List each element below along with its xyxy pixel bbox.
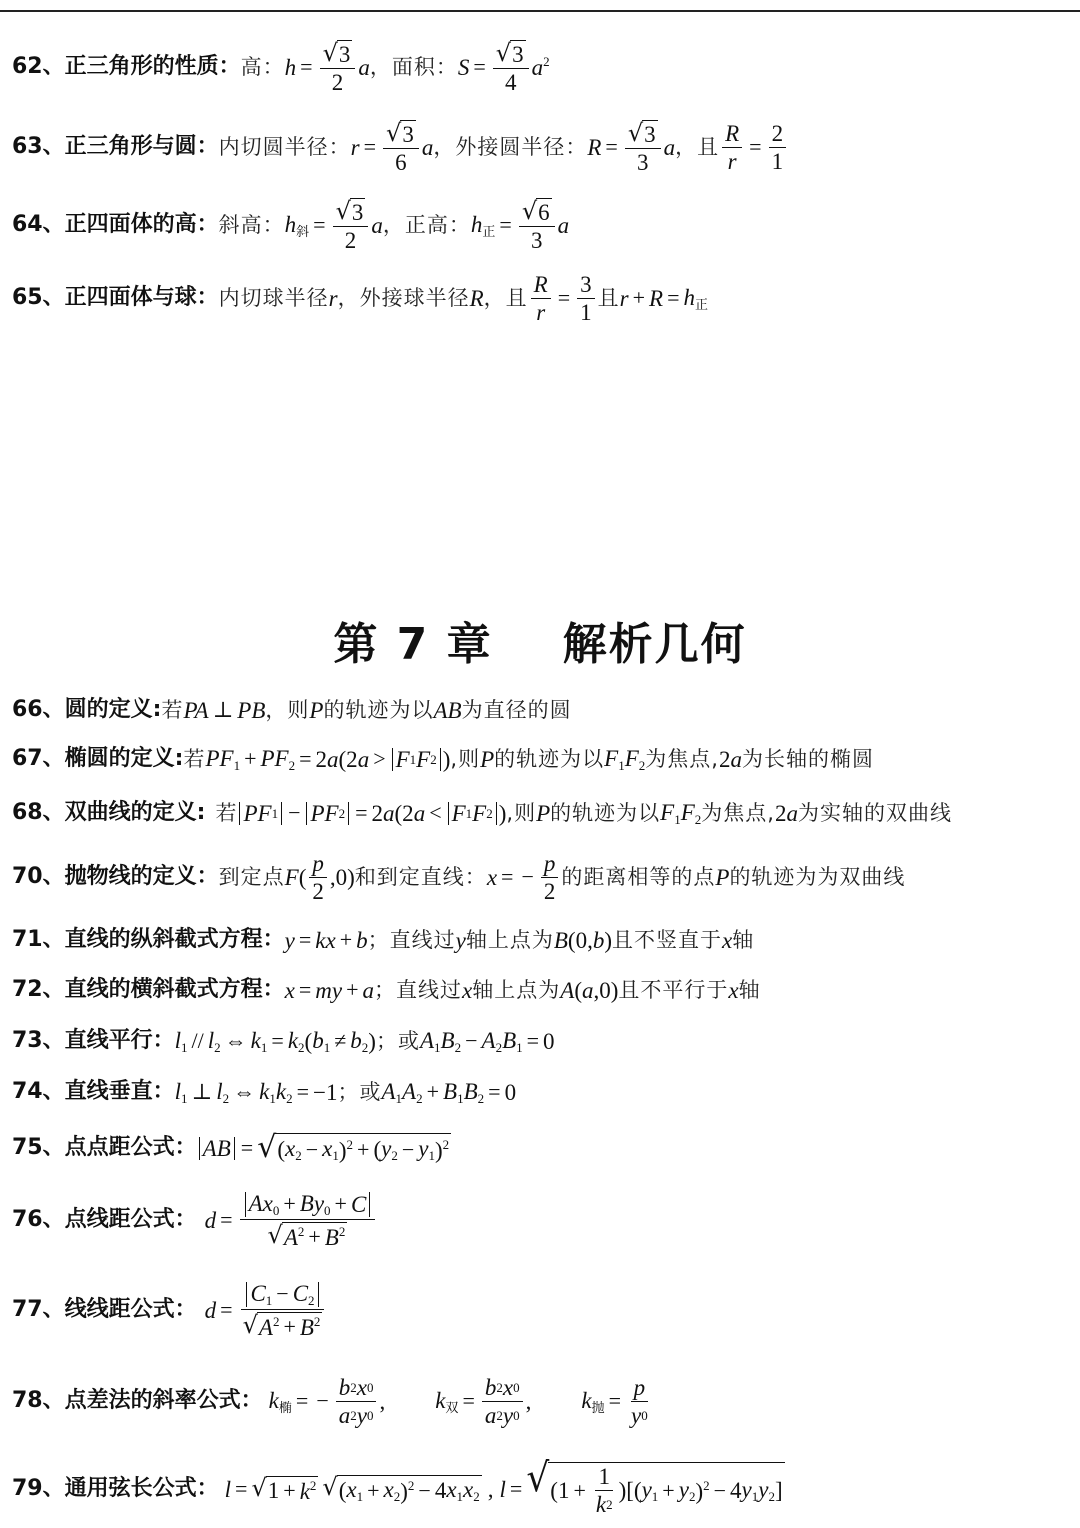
fraction: $C_1$ − $C_2$ √ $A^2$ + $B^2$: [240, 1282, 326, 1339]
item-colon: ：: [196, 285, 219, 310]
item-colon: ：: [174, 1135, 197, 1160]
item-number: 66、: [12, 697, 65, 722]
fraction: b 2 x 0 a 2 y 0: [482, 1376, 523, 1427]
item-title: 抛物线的定义: [64, 864, 197, 889]
item-number: 68、: [12, 800, 65, 825]
item-colon: :: [174, 746, 184, 771]
item-text: 为实轴的双曲线: [797, 800, 952, 825]
item-title: 正四面体的高: [64, 212, 197, 237]
item-number: 76、: [12, 1207, 65, 1232]
subscript-label: 抛: [591, 1399, 605, 1415]
item-colon: ：: [196, 1476, 219, 1501]
item-text: 的轨迹为为双曲线: [729, 864, 906, 889]
item-text: 斜高：: [218, 212, 285, 237]
item-text: 为长轴的椭圆: [741, 746, 874, 771]
formula-item-79: 79、 通用弦长公式 ： l = √ 1 + $k^2$ √ ( $x_1$ + $x_2$ )$^2$ − 4 $x_1x_2$ , l = √ (1 + 1 k 2 )[( $y_1$ + $y_2$ )$^2$ − 4 $y_1y_2$ ]: [12, 1456, 783, 1517]
subscript-label: 斜: [296, 223, 310, 239]
item-number: 65、: [12, 285, 65, 310]
item-title: 直线平行: [64, 1028, 153, 1053]
item-number: 75、: [12, 1135, 65, 1160]
item-text: 轴: [738, 977, 761, 1002]
item-number: 74、: [12, 1079, 65, 1104]
item-text: 的轨迹为以: [494, 746, 605, 771]
item-colon: ：: [262, 977, 285, 1002]
item-title: 点差法的斜率公式: [64, 1388, 241, 1413]
top-rule: [0, 10, 1080, 12]
item-number: 79、: [12, 1476, 65, 1501]
formula-item-77: 77、 线线距公式 ： d = $C_1$ − $C_2$ √ $A^2$ + $B^2$: [12, 1276, 1072, 1344]
item-title: 通用弦长公式: [64, 1476, 197, 1501]
item-title: 点点距公式: [64, 1135, 175, 1160]
fraction: $\frac{R}{r}$: [531, 273, 551, 324]
item-number: 71、: [12, 927, 65, 952]
item-text: 为直径的圆: [461, 697, 572, 722]
fraction: $\frac{p}{2}$: [309, 852, 327, 903]
fraction: √ 6 3: [519, 198, 555, 252]
item-title: 点线距公式: [64, 1207, 175, 1232]
item-text: ，且: [675, 134, 720, 159]
item-number: 70、: [12, 864, 65, 889]
item-number: 64、: [12, 212, 65, 237]
item-text: 到定点: [218, 864, 285, 889]
item-colon: ：: [196, 134, 219, 159]
item-text: ；或: [375, 1028, 420, 1053]
item-colon: ：: [240, 1388, 263, 1413]
formula-item-62: 62、 正三角形的性质 ： 高： h = √ 3 2 a ，面积： S = √ 3 4 $a^2$: [12, 39, 550, 95]
item-text: ，则: [265, 697, 310, 722]
item-title: 直线的纵斜截式方程: [64, 927, 263, 952]
fraction: √ 3 2: [320, 40, 356, 94]
formula-item-73: 73、 直线平行 ： $l_1$ // $l_2$ ⇔ $k_1$ = $k_2$ ( $b_1$ ≠ $b_2$ ) ；或 $A_1B_2$ − $A_2B_1$ = 0: [12, 1027, 555, 1055]
fraction: √ 3 2: [333, 198, 369, 252]
formula-item-71: 71、 直线的纵斜截式方程 ： y = kx + b ；直线过 y 轴上点为 B (0, b ) 且不竖直于 x 轴: [12, 927, 755, 953]
item-text: 且不竖直于: [612, 927, 723, 952]
item-text: 轴: [732, 927, 755, 952]
item-text: ，外接圆半径：: [433, 134, 588, 159]
formula-item-65: 65、 正四面体与球 ： 内切球半径 r ，外接球半径 R ，且 $\frac{R}{r}$ = $\frac{3}{1}$ 且 r + R = $h_正$: [12, 271, 709, 325]
item-text: ，且: [483, 285, 528, 310]
formula-item-75: 75、 点点距公式 ： AB = √ ( $x_2$ − $x_1$ )$^2$ + ( $y_2$ − $y_1$ )$^2$: [12, 1130, 450, 1165]
formula-item-67: 67、 椭圆的定义 : 若 $PF_1$ + $PF_2$ = 2 a (2 a > F 1 F 2 ) ,则 P 的轨迹为以 $F_1F_2$ 为焦点, 2 a 为长轴的椭圆: [12, 745, 874, 773]
chapter-name: 解析几何: [562, 619, 747, 670]
item-text: 为焦点,: [645, 746, 719, 771]
item-title: 直线的横斜截式方程: [64, 977, 263, 1002]
item-colon: ：: [152, 1028, 175, 1053]
formula-item-64: 64、 正四面体的高 ： 斜高： $h_斜$ = √ 3 2 a ，正高： $h_正$ = √ 6 3 a: [12, 197, 570, 253]
fraction: √ 3 3: [625, 120, 661, 174]
item-text: 且: [597, 285, 620, 310]
fraction: $\frac{p}{2}$: [541, 852, 559, 903]
item-number: 62、: [12, 54, 65, 79]
item-text: 高：: [240, 54, 285, 79]
fraction: $\frac{3}{1}$: [577, 273, 595, 324]
item-text: ,则: [506, 800, 537, 825]
item-colon: :: [152, 697, 162, 722]
item-title: 椭圆的定义: [64, 746, 175, 771]
item-text: ；或: [337, 1079, 382, 1104]
item-colon: ：: [152, 1079, 175, 1104]
item-colon: ：: [196, 864, 219, 889]
formula-item-74: 74、 直线垂直 ： $l_1$ ⊥ $l_2$ ⇔ $k_1k_2$ = −1 ；或 $A_1A_2$ + $B_1B_2$ = 0: [12, 1078, 517, 1106]
item-text: 的轨迹为以: [323, 697, 434, 722]
fraction: b 2 x 0 a 2 y 0: [336, 1376, 377, 1427]
formula-item-72: 72、 直线的横斜截式方程 ： x = my + a ；直线过 x 轴上点为 A ( a ,0) 且不平行于 x 轴: [12, 977, 761, 1003]
subscript-label: 双: [445, 1399, 459, 1415]
item-text: 为焦点,: [701, 800, 775, 825]
item-text: 内切圆半径：: [218, 134, 351, 159]
item-colon: ：: [218, 54, 241, 79]
fraction: √ 3 4: [493, 40, 529, 94]
item-title: 直线垂直: [64, 1079, 153, 1104]
item-number: 73、: [12, 1028, 65, 1053]
item-text: ，面积：: [369, 54, 458, 79]
formula-item-76: 76、 点线距公式 ： d = $Ax_0$ + $By_0$ + C √ $A^2$ + $B^2$: [12, 1186, 1072, 1254]
fraction: $Ax_0$ + $By_0$ + C √ $A^2$ + $B^2$: [240, 1192, 376, 1249]
item-text: 和到定直线：: [354, 864, 487, 889]
formula-item-63: 63、 正三角形与圆 ： 内切圆半径： r = √ 3 6 a ，外接圆半径： R = √ 3 3 a ，且 $\frac{R}{r}$ = $\frac{2}{1}$: [12, 120, 1072, 174]
item-number: 77、: [12, 1297, 65, 1322]
item-number: 72、: [12, 977, 65, 1002]
formula-item-70: 70、 抛物线的定义 ： 到定点 F ( $\frac{p}{2}$ ,0) 和到定直线： x = − $\frac{p}{2}$ 的距离相等的点 P 的轨迹为为双曲线: [12, 850, 906, 904]
item-text: ；直线过: [367, 927, 456, 952]
item-text: 轴上点为: [472, 977, 561, 1002]
fraction: $\frac{R}{r}$: [722, 122, 742, 173]
item-title: 双曲线的定义: [64, 800, 197, 825]
item-title: 线线距公式: [64, 1297, 175, 1322]
item-colon: ：: [174, 1297, 197, 1322]
item-colon: ：: [196, 212, 219, 237]
item-number: 67、: [12, 746, 65, 771]
item-colon: :: [196, 800, 206, 825]
item-text: 若: [161, 697, 184, 722]
item-text: 若: [183, 746, 206, 771]
item-text: ；直线过: [374, 977, 463, 1002]
fraction: p y 0: [630, 1374, 648, 1428]
item-text: 内切球半径: [218, 285, 329, 310]
item-text: 且不平行于: [618, 977, 729, 1002]
item-text: 轴上点为: [465, 927, 554, 952]
item-colon: ：: [174, 1207, 197, 1232]
subscript-label: 正: [482, 223, 496, 239]
chapter-number: 第 7 章: [333, 619, 493, 670]
item-text: ，外接球半径: [337, 285, 470, 310]
fraction: √ 3 6: [383, 120, 419, 174]
formula-item-78: 78、 点差法的斜率公式 ： $k_椭$ = − b 2 x 0 a 2 y 0 , $k_双$ = b 2 x 0 a 2 y 0 , $k_抛$ = p y 0: [12, 1366, 1072, 1436]
chapter-heading: [0, 608, 1080, 672]
item-title: 圆的定义: [64, 697, 153, 722]
item-title: 正三角形的性质: [64, 54, 219, 79]
formula-item-66: 66、 圆的定义 : 若 PA ⊥ PB ，则 P 的轨迹为以 AB 为直径的圆: [12, 697, 572, 723]
item-title: 正三角形与圆: [64, 134, 197, 159]
item-title: 正四面体与球: [64, 285, 197, 310]
subscript-label: 正: [695, 296, 709, 312]
subscript-label: 椭: [278, 1399, 292, 1415]
item-colon: ：: [262, 927, 285, 952]
item-text: ,则: [450, 746, 481, 771]
fraction: $\frac{2}{1}$: [769, 122, 787, 173]
item-text: 的轨迹为以: [550, 800, 661, 825]
item-text: ，正高：: [382, 212, 471, 237]
item-text: 若: [215, 800, 238, 825]
item-text: 的距离相等的点: [561, 864, 716, 889]
item-number: 78、: [12, 1388, 65, 1413]
item-number: 63、: [12, 134, 65, 159]
formula-item-68: 68、 双曲线的定义 : 若 PF 1 − PF 2 = 2 a (2 a < F 1 F 2 ) ,则 P 的轨迹为以 $F_1F_2$ 为焦点, 2 a 为实轴的双曲线: [12, 799, 952, 827]
